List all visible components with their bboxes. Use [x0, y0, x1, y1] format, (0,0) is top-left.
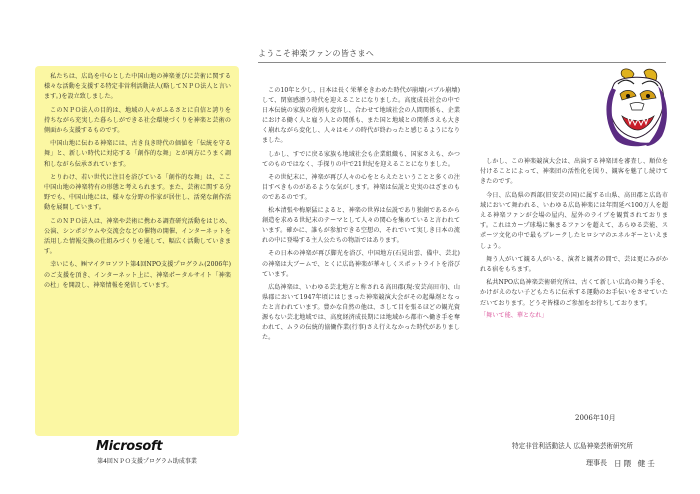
- signature-title: 理事長: [586, 459, 607, 467]
- middle-paragraph-5: その日本の神楽が再び脚光を浴び、中国地方(石見出雲、備中、芸北)の神楽は大ブームで、とくに広島神楽が華々しくスポットライトを浴びています。: [262, 250, 460, 278]
- middle-paragraph-1: この10年と少し、日本は長く栄華をきわめた時代が崩壊(バブル崩壊)して、閉塞感漂う時代を迎えることになりました。高度成長社会の中で日本伝統の家族の役割も変容し、合わせて地域社会の人間関係も、企業における働く人と雇う人との関係も、また国と地域との関係さえも大きく崩れながら変化し、人々はモノの時代が終わったと感じるようになりました。: [262, 87, 460, 145]
- intro-paragraph-1: 私たちは、広島を中心とした中国山地の神楽並びに芸術に関する様々な活動を支援する特定非営利活動法人(略してＮＰＯ法人と言います。)を設立致しました。: [44, 73, 231, 101]
- intro-paragraph-6: 幸いにも、㈱マイクロソフト第4回NPO支援プログラム(2006年)のご支援を頂き、インターネット上に、神楽ポータルサイト「神楽の杜」を開設し、神楽情報を発信しています。: [44, 261, 231, 289]
- mask-left-pupil: [626, 94, 630, 98]
- right-paragraph-1: しかし、この神楽競演大会は、出演する神楽団を審査し、順位を付けることによって、神楽団の活性化を図り、観客を魅了し続けてきたのです。: [480, 158, 668, 186]
- right-paragraph-3: 舞う人がいて観る人がいる、演者と観者の間で、芸は更にみがかれる宿をもちます。: [480, 255, 668, 274]
- microsoft-caption: 第4回ＮＰＯ支援プログラム助成事業: [97, 458, 197, 465]
- signature-name: 日隈 健壬: [614, 459, 657, 468]
- mask-right-pupil: [646, 94, 650, 98]
- kagura-demon-mask-icon: [600, 66, 670, 150]
- motto: 「舞いて能、華となれ」: [480, 311, 548, 319]
- intro-panel: [35, 66, 239, 436]
- signature-date: 2006年10月: [575, 414, 616, 422]
- right-paragraph-2: 今日、広島県の西部(旧安芸の国)に属する山県、高田郡と広島市域において舞われる、いわゆる広島神楽には年間延べ100万人を超える神楽ファンが会場の屋内、屋外のライブを観賞されております。これはカープ球場に集まるファンを超えて、あらゆる芸能、スポーツ文化の中で最もブレークしたヒロシマのエネルギーといえましょう。: [480, 191, 668, 250]
- page-heading: ようこそ神楽ファンの皆さまへ: [258, 49, 375, 58]
- intro-paragraph-5: このＮＰＯ法人は、神楽や芸術に携わる調査研究活動をはじめ、公演、シンポジウムや交流会などの催物の開催、インターネットを活用した情報交換の仕組みづくりを通して、幅広く活動していきます。: [44, 217, 231, 256]
- middle-paragraph-4: 松本清張や梅原猛によると、神楽の世界は伝説であり独創であるから創造を求める世紀末のテーマとして人々の関心を集めていると言われています。確かに、誰もが参加できる空想の、それでいて実しき日本の流れの中に登場する主人公たちの物語ではあります。: [262, 207, 460, 245]
- signature-organization: 特定非営利活動法人 広島神楽芸術研究所: [512, 442, 633, 450]
- middle-paragraph-6: 広島神楽は、いわゆる芸北地方と称される高田郡(現:安芸高田市)、山県郡において1947年頃にはじまった神楽競演大会がその起爆剤となったと言われています。豊かな自然の他は、さして目を張るほどの観光資源もない芸北地域では、高度経済成長期には地域から都市へ働き手を奪われて、ムラの伝統的協働作業(行事)さえ行えなかった時代がありました。: [262, 283, 460, 342]
- middle-paragraph-2: しかし、すでに戻る家族も地域社会も企業組織も、国家さえも、かつてのものではなく、手探りの中で21世紀を迎えることになりました。: [262, 150, 460, 168]
- right-column: [480, 157, 668, 324]
- intro-paragraph-2: このＮＰＯ法人の目的は、地域の人々がふるさとに自信と誇りを持ちながら充実した暮らしができる社会環境づくりを神楽と芸術の側面から支援するものです。: [44, 106, 231, 135]
- middle-paragraph-3: その世紀末に、神楽が再び人々の心をとらえたということと多くの注目すべきものがあるような気がします。神楽は伝説と史実のはざまのものであるのです。: [262, 173, 460, 201]
- heading-rule: [258, 62, 666, 63]
- intro-paragraph-4: とりわけ、若い世代に注目を浴びている「創作的な舞」は、ここ中国山地の神楽特有の形態と考えられます。また、芸術に関する分野でも、中国山地には、様々な分野の作家が居住し、活発な創作活動を展開しています。: [44, 173, 231, 212]
- microsoft-logo: Microsoft: [96, 439, 163, 454]
- intro-paragraph-3: 中国山地に伝わる神楽には、古き良き時代の価値を「伝統を守る舞」と、新しい時代に対応する「創作的な舞」とが両方にうまく調和しながら伝承されています。: [44, 140, 231, 168]
- right-paragraph-4: 私共NPO広島神楽芸術研究所は、古くて新しい広島の舞う手を、かけがえのない子どもたちに伝承する運動のお手伝いをさせていただいております。どうぞ皆様のご参加をお待ちしております。: [480, 279, 668, 307]
- middle-column: [262, 86, 460, 346]
- mask-nose: [630, 103, 644, 111]
